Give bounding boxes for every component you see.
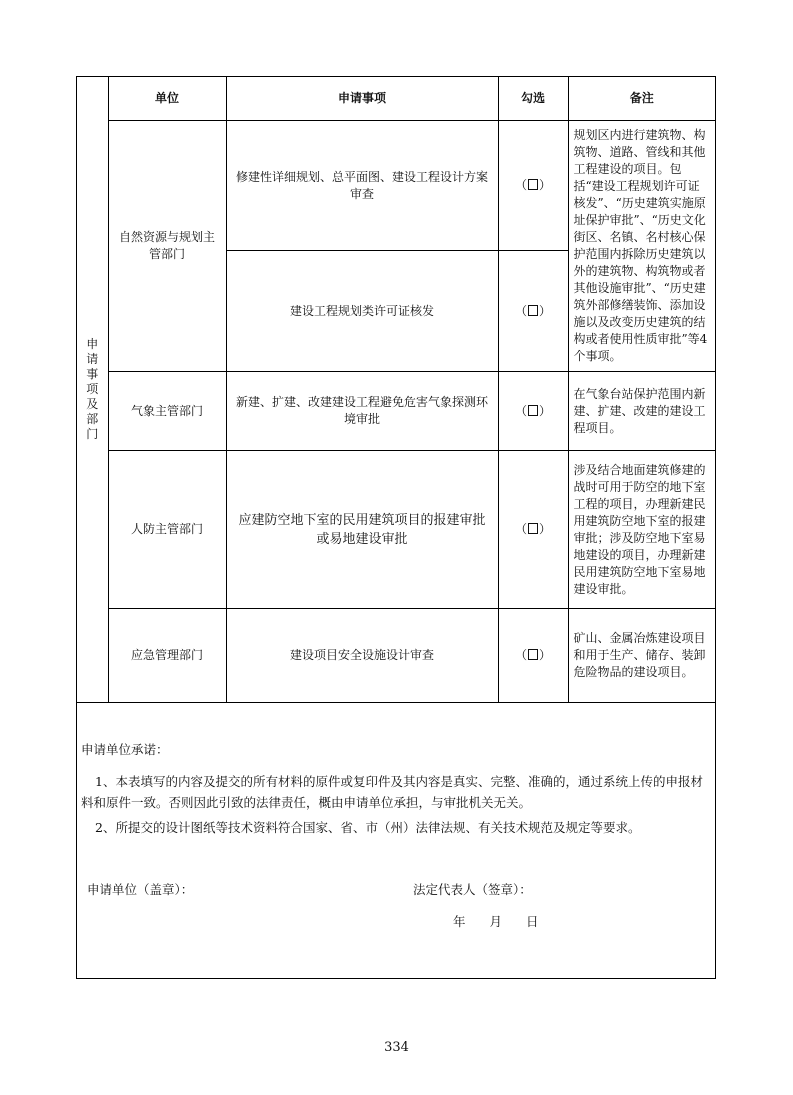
checkbox-icon[interactable]	[528, 523, 538, 534]
checkbox-icon[interactable]	[528, 179, 538, 190]
pledge-item-2: 2、所提交的设计图纸等技术资料符合国家、省、市（州）法律法规、有关技术规范及规定等要求。	[95, 820, 641, 835]
side-label-cell	[77, 77, 108, 703]
checkbox-cell[interactable]: （ ）	[498, 451, 568, 609]
date-day: 日	[525, 914, 539, 929]
applicant-seal-label: 申请单位（盖章）：	[87, 882, 194, 897]
header-unit: 单位	[108, 77, 226, 121]
unit-cell: 应急管理部门	[108, 609, 226, 703]
legal-rep-label: 法定代表人（签章）：	[413, 882, 532, 897]
date-year: 年	[453, 914, 466, 929]
item-cell: 应建防空地下室的民用建筑项目的报建审批或易地建设审批	[226, 451, 498, 609]
date-month: 月	[489, 914, 502, 929]
item-cell: 建设项目安全设施设计审查	[226, 609, 498, 703]
side-label: 申请事项及部门	[86, 336, 99, 441]
header-remark: 备注	[568, 77, 715, 121]
pledge-title: 申请单位承诺：	[81, 742, 169, 757]
pledge-item-1: 1、本表填写的内容及提交的所有材料的原件或复印件及其内容是真实、完整、准确的，通过系统上传的申报材料和原件一致。否则因此引致的法律责任，概由申请单位承担，与审批机关无关。	[81, 774, 703, 810]
table-row	[77, 121, 715, 251]
item-cell: 建设工程规划类许可证核发	[226, 251, 498, 372]
application-form	[76, 76, 716, 979]
checkbox-cell[interactable]: （ ）	[498, 121, 568, 251]
checkbox-cell[interactable]: （ ）	[498, 609, 568, 703]
checkbox-icon[interactable]	[528, 305, 538, 316]
checkbox-icon[interactable]	[528, 405, 538, 416]
page-number: 334	[384, 1040, 409, 1055]
table-row	[77, 372, 715, 451]
remark-cell: 在气象台站保护范围内新建、扩建、改建的建设工程项目。	[568, 372, 715, 451]
header-item: 申请事项	[226, 77, 498, 121]
remark-cell: 规划区内进行建筑物、构筑物、道路、管线和其他工程建设的项目。包括“建设工程规划许可证核发”、“历史建筑实施原址保护审批”、“历史文化街区、名镇、名村核心保护范围内拆除历史建筑以外的建筑物、构筑物或者其他设施审批”、“历史建筑外部修缮装饰、添加设施以及改变历史建筑的结构或者使用性质审批”等4个事项。	[568, 121, 715, 372]
unit-cell: 人防主管部门	[108, 451, 226, 609]
header-check: 勾选	[498, 77, 568, 121]
table-row	[77, 451, 715, 609]
item-cell: 新建、扩建、改建建设工程避免危害气象探测环境审批	[226, 372, 498, 451]
unit-cell: 气象主管部门	[108, 372, 226, 451]
item-cell: 修建性详细规划、总平面图、建设工程设计方案审查	[226, 121, 498, 251]
application-table	[77, 77, 715, 703]
checkbox-cell[interactable]: （ ）	[498, 372, 568, 451]
unit-cell: 自然资源与规划主管部门	[108, 121, 226, 372]
remark-cell: 矿山、金属冶炼建设项目和用于生产、储存、装卸危险物品的建设项目。	[568, 609, 715, 703]
date-line	[453, 911, 538, 932]
checkbox-cell[interactable]: （ ）	[498, 251, 568, 372]
checkbox-icon[interactable]	[528, 649, 538, 660]
table-row	[77, 609, 715, 703]
remark-cell: 涉及结合地面建筑修建的战时可用于防空的地下室工程的项目，办理新建民用建筑防空地下室的报建审批；涉及防空地下室易地建设的项目，办理新建民用建筑防空地下室易地建设审批。	[568, 451, 715, 609]
